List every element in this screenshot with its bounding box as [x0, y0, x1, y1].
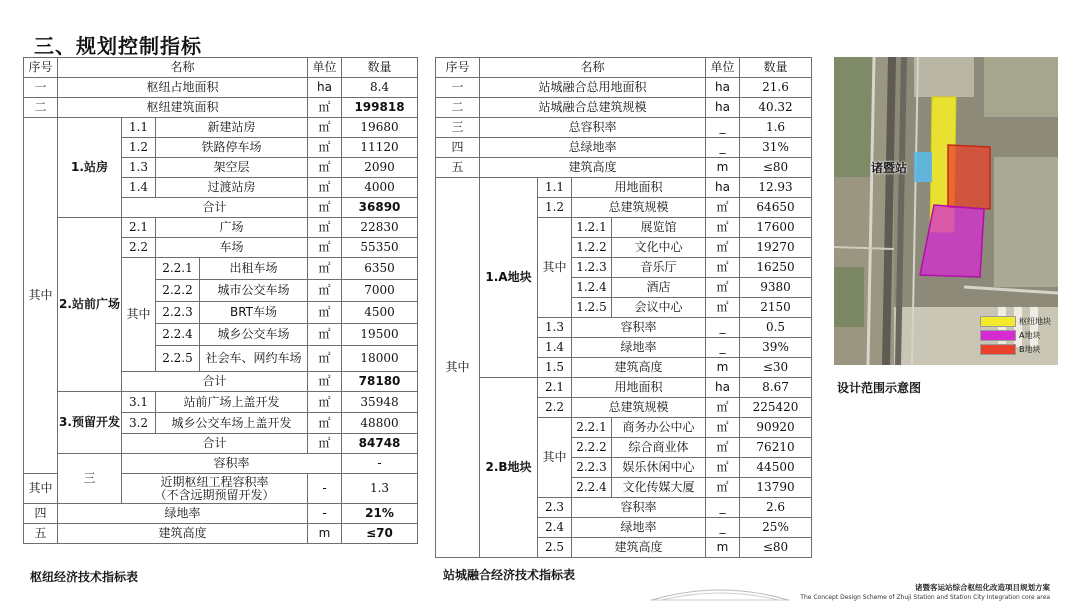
table-row — [436, 138, 812, 158]
qty-cell: 1.6 — [740, 118, 812, 138]
qty-cell: 1.3 — [342, 474, 418, 504]
qty-cell: 18000 — [342, 346, 418, 372]
no-cell: 1.2 — [122, 138, 156, 158]
qty-cell: 21% — [342, 504, 418, 524]
legend-item — [980, 314, 1051, 328]
subtotal-qty: 84748 — [342, 434, 418, 454]
subtotal-label: 合计 — [122, 434, 308, 454]
name-cell: 文化传媒大厦 — [612, 478, 706, 498]
legend-item — [980, 342, 1051, 356]
subtotal-label: 合计 — [122, 372, 308, 392]
page-title: 三、规划控制指标 — [34, 34, 202, 58]
no-cell: 2.2.5 — [156, 346, 200, 372]
no-cell: 2.2.1 — [156, 258, 200, 280]
no-cell: 1.1 — [122, 118, 156, 138]
unit-cell: - — [308, 504, 342, 524]
unit-cell: ㎡ — [706, 258, 740, 278]
legend-item — [980, 328, 1051, 342]
group-label: 2.B地块 — [480, 378, 538, 558]
legend-swatch — [980, 316, 1016, 327]
name-line-1: 近期枢纽工程容积率 — [160, 474, 269, 489]
unit-cell: ha — [706, 78, 740, 98]
unit-cell: ㎡ — [706, 278, 740, 298]
qizhong-cell: 其中 — [24, 118, 58, 474]
no-cell: 1.2.1 — [572, 218, 612, 238]
table-row — [24, 454, 418, 474]
header-name: 名称 — [480, 58, 706, 78]
name-cell: 建筑高度 — [480, 158, 706, 178]
name-cell: 绿地率 — [572, 518, 706, 538]
seq-cell: 四 — [24, 504, 58, 524]
unit-cell: ㎡ — [308, 178, 342, 198]
name-cell: 车场 — [156, 238, 308, 258]
header-unit: 单位 — [308, 58, 342, 78]
qty-cell: 0.5 — [740, 318, 812, 338]
map-legend — [980, 314, 1051, 356]
qty-cell: 11120 — [342, 138, 418, 158]
unit-cell: ha — [706, 178, 740, 198]
table-header-row — [24, 58, 418, 78]
left-table-caption: 枢纽经济技术指标表 — [30, 570, 139, 584]
qty-cell: 199818 — [342, 98, 418, 118]
unit-cell: ㎡ — [706, 298, 740, 318]
seq-cell: 一 — [436, 78, 480, 98]
no-cell: 1.2.5 — [572, 298, 612, 318]
qty-cell: 55350 — [342, 238, 418, 258]
footer — [800, 582, 1050, 601]
name-cell: 建筑高度 — [572, 538, 706, 558]
sub-qizhong-cell: 其中 — [122, 258, 156, 372]
name-cell: 用地面积 — [572, 178, 706, 198]
no-cell: 2.5 — [538, 538, 572, 558]
name-cell: 站前广场上盖开发 — [156, 392, 308, 413]
station-building-marker — [914, 152, 932, 182]
no-cell: 2.4 — [538, 518, 572, 538]
qty-cell: ≤30 — [740, 358, 812, 378]
table-row — [24, 218, 418, 238]
table-header-row — [436, 58, 812, 78]
qty-cell: 44500 — [740, 458, 812, 478]
table-row — [436, 98, 812, 118]
unit-cell: ㎡ — [308, 302, 342, 324]
unit-cell: ㎡ — [706, 418, 740, 438]
sub-qizhong-cell: 其中 — [538, 218, 572, 318]
unit-cell: ㎡ — [706, 238, 740, 258]
no-cell: 2.2.3 — [572, 458, 612, 478]
qty-cell: 19270 — [740, 238, 812, 258]
qty-cell: 2.6 — [740, 498, 812, 518]
unit-cell: ㎡ — [308, 258, 342, 280]
header-name: 名称 — [58, 58, 308, 78]
b-parcel — [948, 145, 990, 209]
name-line-2: （不含远期预留开发） — [154, 487, 275, 502]
name-cell: 绿地率 — [58, 504, 308, 524]
name-cell: 城乡公交车场上盖开发 — [156, 413, 308, 434]
no-cell: 2.1 — [122, 218, 156, 238]
header-qty: 数量 — [342, 58, 418, 78]
unit-cell: - — [308, 474, 342, 504]
qty-cell: 39% — [740, 338, 812, 358]
no-cell: 1.2.3 — [572, 258, 612, 278]
table-row — [24, 78, 418, 98]
header-qty: 数量 — [740, 58, 812, 78]
qty-cell: 17600 — [740, 218, 812, 238]
name-cell: 铁路停车场 — [156, 138, 308, 158]
no-cell: 1.3 — [122, 158, 156, 178]
name-cell: 枢纽占地面积 — [58, 78, 308, 98]
name-cell: 建筑高度 — [58, 524, 308, 544]
legend-swatch — [980, 344, 1016, 355]
name-cell — [122, 474, 308, 504]
unit-cell: ㎡ — [706, 478, 740, 498]
no-cell: 2.2 — [538, 398, 572, 418]
qty-cell: 48800 — [342, 413, 418, 434]
station-name-label: 诸暨站 — [871, 161, 908, 175]
qty-cell: 31% — [740, 138, 812, 158]
unit-cell: ha — [308, 78, 342, 98]
unit-cell: ㎡ — [308, 392, 342, 413]
unit-cell: ㎡ — [706, 398, 740, 418]
subtotal-qty: 78180 — [342, 372, 418, 392]
no-cell: 1.2 — [538, 198, 572, 218]
unit-cell: ㎡ — [308, 98, 342, 118]
table-row — [24, 118, 418, 138]
unit-cell: ㎡ — [308, 372, 342, 392]
qty-cell: 9380 — [740, 278, 812, 298]
name-cell: 商务办公中心 — [612, 418, 706, 438]
name-cell: 架空层 — [156, 158, 308, 178]
qty-cell: 4000 — [342, 178, 418, 198]
group-label: 2.站前广场 — [58, 218, 122, 392]
qty-cell: 19680 — [342, 118, 418, 138]
qty-cell: 12.93 — [740, 178, 812, 198]
qty-cell: 76210 — [740, 438, 812, 458]
name-cell: 娱乐休闲中心 — [612, 458, 706, 478]
qty-cell: 19500 — [342, 324, 418, 346]
table-row — [436, 118, 812, 138]
name-cell: 容积率 — [572, 498, 706, 518]
group-label: 1.站房 — [58, 118, 122, 218]
unit-cell: _ — [706, 318, 740, 338]
name-cell: 城市公交车场 — [200, 280, 308, 302]
table-row — [436, 178, 812, 198]
unit-cell: _ — [706, 498, 740, 518]
name-cell: 广场 — [156, 218, 308, 238]
legend-swatch — [980, 330, 1016, 341]
unit-cell: ㎡ — [308, 138, 342, 158]
qty-cell: 90920 — [740, 418, 812, 438]
qty-cell: 7000 — [342, 280, 418, 302]
name-cell: 枢纽建筑面积 — [58, 98, 308, 118]
unit-cell: ㎡ — [308, 118, 342, 138]
no-cell: 1.1 — [538, 178, 572, 198]
unit-cell: m — [706, 158, 740, 178]
name-cell: 容积率 — [122, 454, 342, 474]
name-cell: 过渡站房 — [156, 178, 308, 198]
name-cell: BRT车场 — [200, 302, 308, 324]
qty-cell: 6350 — [342, 258, 418, 280]
qty-cell: ≤70 — [342, 524, 418, 544]
no-cell: 2.3 — [538, 498, 572, 518]
unit-cell: ㎡ — [308, 198, 342, 218]
unit-cell: ㎡ — [308, 434, 342, 454]
name-cell: 容积率 — [572, 318, 706, 338]
no-cell: 2.2 — [122, 238, 156, 258]
legend-label: 枢纽地块 — [1019, 316, 1051, 326]
no-cell: 2.2.1 — [572, 418, 612, 438]
station-city-indicator-table — [435, 57, 812, 558]
qty-cell: 64650 — [740, 198, 812, 218]
legend-label: B地块 — [1019, 344, 1041, 354]
group-label: 3.预留开发 — [58, 392, 122, 454]
no-cell: 1.2.2 — [572, 238, 612, 258]
qty-cell: 25% — [740, 518, 812, 538]
subtotal-qty: 36890 — [342, 198, 418, 218]
no-cell: 2.2.4 — [572, 478, 612, 498]
unit-cell: ㎡ — [308, 346, 342, 372]
header-seq: 序号 — [24, 58, 58, 78]
sub-qizhong-cell: 其中 — [538, 418, 572, 498]
name-cell: 音乐厅 — [612, 258, 706, 278]
unit-cell: _ — [706, 138, 740, 158]
no-cell: 1.5 — [538, 358, 572, 378]
qty-cell: 8.67 — [740, 378, 812, 398]
unit-cell: _ — [706, 338, 740, 358]
table-row — [24, 504, 418, 524]
no-cell: 1.3 — [538, 318, 572, 338]
qty-cell: 8.4 — [342, 78, 418, 98]
name-cell: 总建筑规模 — [572, 198, 706, 218]
name-cell: 新建站房 — [156, 118, 308, 138]
map-caption: 设计范围示意图 — [837, 381, 922, 395]
unit-cell: ㎡ — [706, 198, 740, 218]
sub-qizhong-cell: 其中 — [24, 474, 58, 504]
name-cell: 酒店 — [612, 278, 706, 298]
table-row — [24, 524, 418, 544]
group-label: 1.A地块 — [480, 178, 538, 378]
no-cell: 2.2.2 — [156, 280, 200, 302]
qty-cell: 13790 — [740, 478, 812, 498]
name-cell: 会议中心 — [612, 298, 706, 318]
name-cell: 用地面积 — [572, 378, 706, 398]
no-cell: 1.4 — [122, 178, 156, 198]
name-cell: 综合商业体 — [612, 438, 706, 458]
footer-title-cn: 诸暨客运站综合枢纽化改造项目规划方案 — [915, 583, 1050, 592]
unit-cell: ㎡ — [706, 218, 740, 238]
seq-cell: 五 — [436, 158, 480, 178]
table-row — [436, 78, 812, 98]
right-table-caption: 站城融合经济技术指标表 — [443, 568, 576, 582]
name-cell: 站城融合总用地面积 — [480, 78, 706, 98]
no-cell: 2.2.4 — [156, 324, 200, 346]
seq-cell: 四 — [436, 138, 480, 158]
unit-cell: m — [308, 524, 342, 544]
no-cell: 2.1 — [538, 378, 572, 398]
footer-title-en: The Concept Design Scheme of Zhuji Station and Station City Integration core area — [800, 594, 1050, 601]
unit-cell: ha — [706, 98, 740, 118]
unit-cell: ㎡ — [308, 158, 342, 178]
unit-cell: ㎡ — [308, 280, 342, 302]
qty-cell: 22830 — [342, 218, 418, 238]
name-cell: 城乡公交车场 — [200, 324, 308, 346]
no-cell: 1.2.4 — [572, 278, 612, 298]
qty-cell: 21.6 — [740, 78, 812, 98]
unit-cell: _ — [706, 518, 740, 538]
name-cell: 建筑高度 — [572, 358, 706, 378]
name-cell: 总绿地率 — [480, 138, 706, 158]
unit-cell: ㎡ — [706, 438, 740, 458]
qty-cell: 40.32 — [740, 98, 812, 118]
qty-cell: 4500 — [342, 302, 418, 324]
name-cell: 社会车、网约车场 — [200, 346, 308, 372]
no-cell: 3.2 — [122, 413, 156, 434]
name-cell: 文化中心 — [612, 238, 706, 258]
footer-logo-arc — [650, 584, 790, 602]
seq-cell: 三 — [58, 454, 122, 504]
unit-cell: ㎡ — [706, 458, 740, 478]
subtotal-label: 合计 — [122, 198, 308, 218]
unit-cell: ㎡ — [308, 238, 342, 258]
name-cell: 展览馆 — [612, 218, 706, 238]
table-row — [24, 392, 418, 413]
unit-cell: ㎡ — [308, 413, 342, 434]
unit-cell: ㎡ — [308, 324, 342, 346]
seq-cell: 五 — [24, 524, 58, 544]
name-cell: 总容积率 — [480, 118, 706, 138]
seq-cell: 一 — [24, 78, 58, 98]
table-row — [24, 98, 418, 118]
unit-cell: m — [706, 358, 740, 378]
name-cell: 出租车场 — [200, 258, 308, 280]
name-cell: 总建筑规模 — [572, 398, 706, 418]
unit-cell: ha — [706, 378, 740, 398]
qty-cell: ≤80 — [740, 158, 812, 178]
no-cell: 1.4 — [538, 338, 572, 358]
header-unit: 单位 — [706, 58, 740, 78]
unit-cell: _ — [706, 118, 740, 138]
qty-cell: ≤80 — [740, 538, 812, 558]
qty-cell: 35948 — [342, 392, 418, 413]
no-cell: 2.2.2 — [572, 438, 612, 458]
table-row — [436, 378, 812, 398]
name-cell: 站城融合总建筑规模 — [480, 98, 706, 118]
table-row — [436, 158, 812, 178]
legend-label: A地块 — [1019, 330, 1041, 340]
qty-cell: 2090 — [342, 158, 418, 178]
name-cell: 绿地率 — [572, 338, 706, 358]
qizhong-cell: 其中 — [436, 178, 480, 558]
unit-cell: m — [706, 538, 740, 558]
qty-cell: 16250 — [740, 258, 812, 278]
no-cell: 3.1 — [122, 392, 156, 413]
qty-cell: 225420 — [740, 398, 812, 418]
header-seq: 序号 — [436, 58, 480, 78]
qty-cell: 2150 — [740, 298, 812, 318]
unit-cell: - — [342, 454, 418, 474]
hub-indicator-table — [23, 57, 418, 544]
unit-cell: ㎡ — [308, 218, 342, 238]
no-cell: 2.2.3 — [156, 302, 200, 324]
seq-cell: 二 — [24, 98, 58, 118]
seq-cell: 三 — [436, 118, 480, 138]
seq-cell: 二 — [436, 98, 480, 118]
